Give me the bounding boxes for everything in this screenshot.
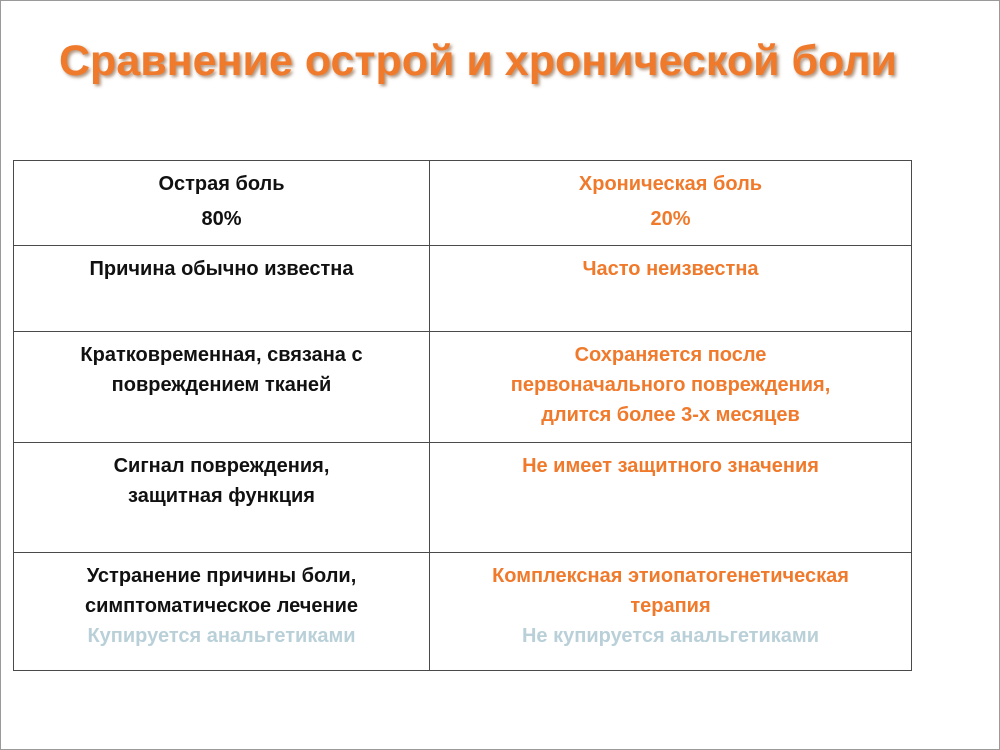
cell-text: защитная функция [128, 485, 315, 507]
header-chronic-label: Хроническая боль [578, 173, 763, 195]
cell-text: первоначального повреждения, [510, 374, 831, 396]
cell-text: симптоматическое лечение [84, 595, 359, 617]
cell-text: Сохраняется после [574, 344, 767, 366]
header-chronic [430, 161, 912, 246]
cell-acute [14, 246, 430, 332]
header-acute-label: Острая боль [158, 173, 285, 195]
cell-text: Комплексная этиопатогенетическая [492, 565, 849, 587]
header-chronic-percent: 20% [650, 208, 691, 230]
cell-text: повреждением тканей [111, 374, 332, 396]
cell-text: Причина обычно известна [89, 258, 354, 280]
analgesic-note-acute: Купируется анальгетиками [87, 625, 356, 647]
analgesic-note-chronic: Не купируется анальгетиками [521, 625, 819, 647]
cell-acute [14, 332, 430, 443]
cell-text: длится более 3-х месяцев [541, 404, 800, 426]
cell-acute [14, 553, 430, 671]
cell-chronic [430, 332, 912, 443]
cell-chronic [430, 443, 912, 553]
cell-chronic [430, 246, 912, 332]
cell-text: Кратковременная, связана с [80, 344, 363, 366]
header-acute-percent: 80% [201, 208, 242, 230]
cell-text: Устранение причины боли, [86, 565, 357, 587]
comparison-table [13, 160, 912, 671]
table-row-cause [14, 246, 912, 332]
cell-text: Сигнал повреждения, [113, 455, 330, 477]
cell-text: Не имеет защитного значения [522, 455, 819, 477]
table-header-row [14, 161, 912, 246]
header-acute [14, 161, 430, 246]
cell-acute [14, 443, 430, 553]
page-title: Сравнение острой и хронической боли [59, 37, 897, 85]
cell-chronic [430, 553, 912, 671]
cell-text: Часто неизвестна [582, 258, 759, 280]
table-row-duration [14, 332, 912, 443]
table-row-treatment [14, 553, 912, 671]
table-row-function [14, 443, 912, 553]
cell-text: терапия [630, 595, 711, 617]
